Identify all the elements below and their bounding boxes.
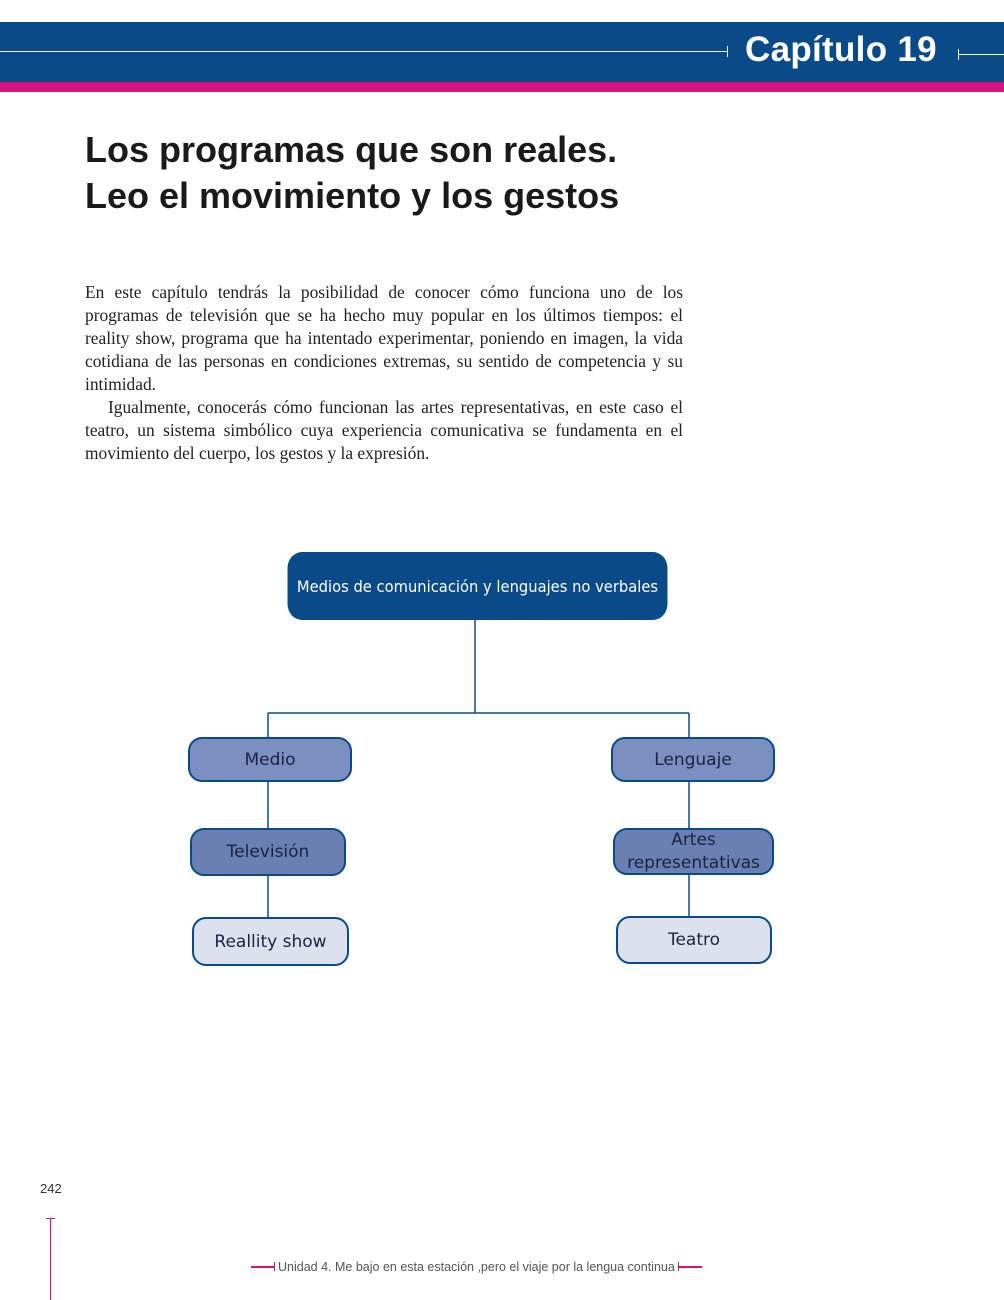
header-rule-left bbox=[0, 51, 728, 52]
running-footer bbox=[251, 1260, 702, 1274]
chapter-label: Capítulo 19 bbox=[745, 30, 937, 69]
intro-paragraph-2: Igualmente, conocerás cómo funcionan las artes representativas, en este caso el teatro, un sistema simbólico cuya experiencia comunicativa se fundamenta en el movimiento del cuerpo, los gestos y la expresión. bbox=[85, 397, 683, 463]
footer-text bbox=[275, 1260, 678, 1274]
header-pink-stripe bbox=[0, 82, 1004, 92]
intro-text bbox=[85, 281, 683, 465]
diagram-node-lenguaje: Lenguaje bbox=[611, 737, 775, 782]
diagram-node-teatro: Teatro bbox=[616, 916, 772, 964]
diagram-node-television: Televisión bbox=[190, 828, 346, 876]
page-title bbox=[85, 127, 785, 219]
diagram-node-artes-line2: representativas bbox=[627, 852, 760, 873]
diagram-node-reality-show: Reallity show bbox=[192, 917, 349, 966]
diagram-root-node bbox=[288, 552, 668, 620]
intro-paragraph-1: En este capítulo tendrás la posibilidad de conocer cómo funciona uno de los programas de televisión que se ha hecho muy popular en los últimos tiempos: el reality show, programa que ha intentado experimentar, poniendo en imagen, la vida cotidiana de las personas en condiciones extremas, su sentido de competencia y su intimidad. bbox=[85, 282, 683, 394]
concept-diagram bbox=[0, 540, 1004, 980]
header-rule-left-tick bbox=[727, 46, 728, 57]
header-rule-right-tick bbox=[958, 49, 959, 60]
footer-rule-right bbox=[678, 1266, 702, 1268]
footer-unit-text: Me bajo en esta estación ,pero el viaje por la lengua continua bbox=[335, 1260, 675, 1274]
diagram-node-medio: Medio bbox=[188, 737, 352, 782]
footer-unit-label: Unidad 4. bbox=[278, 1260, 332, 1274]
diagram-node-artes bbox=[613, 828, 774, 875]
title-line-1: Los programas que son reales. bbox=[85, 129, 618, 170]
title-line-2: Leo el movimiento y los gestos bbox=[85, 175, 620, 216]
margin-rule bbox=[50, 1219, 51, 1300]
header-rule-right bbox=[958, 54, 1004, 55]
footer-rule-left bbox=[251, 1266, 275, 1268]
diagram-root-label: Medios de comunicación y lenguajes no verbales bbox=[296, 576, 659, 596]
diagram-node-artes-line1: Artes bbox=[671, 829, 716, 850]
page-number: 242 bbox=[40, 1181, 62, 1196]
